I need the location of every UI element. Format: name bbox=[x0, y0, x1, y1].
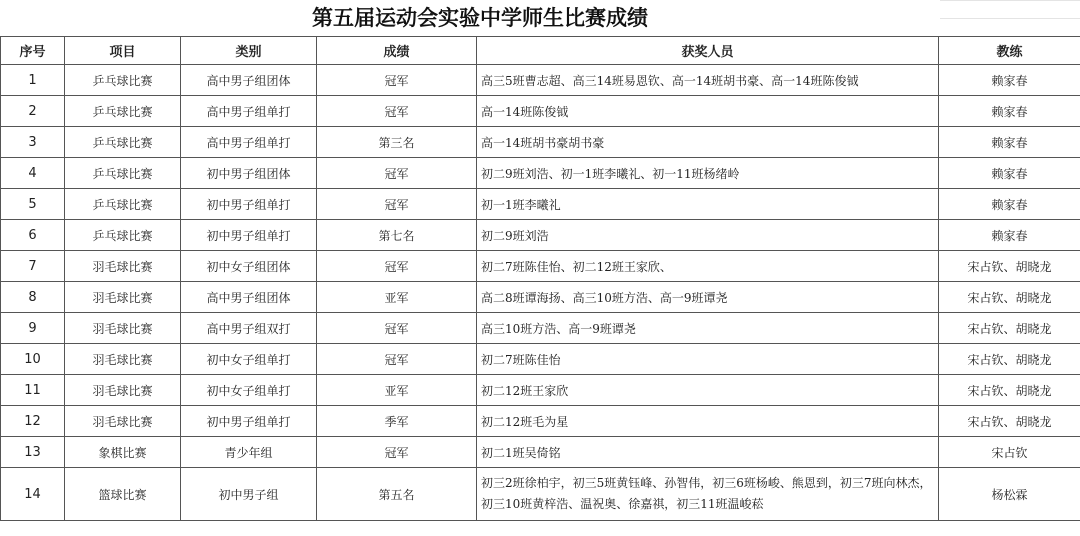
cell-result: 季军 bbox=[317, 406, 477, 437]
cell-event: 乒乓球比赛 bbox=[65, 127, 181, 158]
cell-category: 高中男子组双打 bbox=[181, 313, 317, 344]
cell-event: 羽毛球比赛 bbox=[65, 282, 181, 313]
cell-category: 高中男子组单打 bbox=[181, 127, 317, 158]
table-row bbox=[1, 251, 1080, 282]
cell-no: 8 bbox=[1, 282, 65, 313]
cell-event: 乒乓球比赛 bbox=[65, 220, 181, 251]
cell-no: 10 bbox=[1, 344, 65, 375]
cell-event: 羽毛球比赛 bbox=[65, 375, 181, 406]
cell-result: 亚军 bbox=[317, 375, 477, 406]
table-row bbox=[1, 406, 1080, 437]
cell-category: 初中男子组单打 bbox=[181, 220, 317, 251]
header-winners: 获奖人员 bbox=[477, 37, 939, 65]
header-event: 项目 bbox=[65, 37, 181, 65]
cell-no: 3 bbox=[1, 127, 65, 158]
results-table bbox=[0, 36, 1080, 521]
table-row bbox=[1, 313, 1080, 344]
cell-result: 冠军 bbox=[317, 96, 477, 127]
cell-coach: 赖家春 bbox=[939, 127, 1080, 158]
cell-no: 9 bbox=[1, 313, 65, 344]
table-row bbox=[1, 158, 1080, 189]
cell-winners: 高三10班方浩、高一9班谭尧 bbox=[477, 313, 939, 344]
cell-category: 青少年组 bbox=[181, 437, 317, 468]
table-row bbox=[1, 344, 1080, 375]
cell-result: 第五名 bbox=[317, 468, 477, 521]
page-title: 第五届运动会实验中学师生比赛成绩 bbox=[312, 6, 648, 30]
cell-result: 冠军 bbox=[317, 437, 477, 468]
cell-category: 初中男子组单打 bbox=[181, 406, 317, 437]
sheet-gridlines bbox=[940, 0, 1080, 36]
cell-event: 乒乓球比赛 bbox=[65, 189, 181, 220]
cell-coach: 宋占钦 bbox=[939, 437, 1080, 468]
cell-coach: 赖家春 bbox=[939, 189, 1080, 220]
cell-event: 乒乓球比赛 bbox=[65, 65, 181, 96]
cell-category: 高中男子组团体 bbox=[181, 282, 317, 313]
table-row bbox=[1, 189, 1080, 220]
cell-no: 5 bbox=[1, 189, 65, 220]
cell-category: 高中男子组单打 bbox=[181, 96, 317, 127]
cell-category: 初中女子组单打 bbox=[181, 375, 317, 406]
table-row bbox=[1, 282, 1080, 313]
cell-no: 13 bbox=[1, 437, 65, 468]
cell-coach: 宋占钦、胡晓龙 bbox=[939, 251, 1080, 282]
cell-result: 冠军 bbox=[317, 313, 477, 344]
cell-coach: 宋占钦、胡晓龙 bbox=[939, 406, 1080, 437]
cell-winners: 初二9班刘浩 bbox=[477, 220, 939, 251]
cell-winners: 初二7班陈佳怡、初二12班王家欣、 bbox=[477, 251, 939, 282]
cell-coach: 赖家春 bbox=[939, 65, 1080, 96]
cell-no: 12 bbox=[1, 406, 65, 437]
cell-result: 冠军 bbox=[317, 344, 477, 375]
cell-winners: 初三2班徐柏宇，初三5班黄钰峰、孙智伟，初三6班杨峻、熊恩到，初三7班向林杰，初三10班黄梓浩、温祝奥、徐嘉祺，初三11班温峻菘 bbox=[477, 468, 939, 521]
cell-coach: 宋占钦、胡晓龙 bbox=[939, 375, 1080, 406]
header-coach: 教练 bbox=[939, 37, 1080, 65]
cell-winners: 初二9班刘浩、初一1班李曦礼、初一11班杨绪岭 bbox=[477, 158, 939, 189]
cell-result: 亚军 bbox=[317, 282, 477, 313]
cell-category: 初中男子组单打 bbox=[181, 189, 317, 220]
cell-coach: 宋占钦、胡晓龙 bbox=[939, 282, 1080, 313]
table-row bbox=[1, 220, 1080, 251]
header-category: 类别 bbox=[181, 37, 317, 65]
cell-winners: 高三5班曹志超、高三14班易恩钦、高一14班胡书豪、高一14班陈俊钺 bbox=[477, 65, 939, 96]
cell-category: 初中男子组团体 bbox=[181, 158, 317, 189]
cell-coach: 宋占钦、胡晓龙 bbox=[939, 313, 1080, 344]
cell-no: 14 bbox=[1, 468, 65, 521]
cell-result: 第七名 bbox=[317, 220, 477, 251]
cell-category: 初中女子组单打 bbox=[181, 344, 317, 375]
table-row bbox=[1, 375, 1080, 406]
cell-event: 羽毛球比赛 bbox=[65, 344, 181, 375]
cell-event: 羽毛球比赛 bbox=[65, 313, 181, 344]
cell-no: 1 bbox=[1, 65, 65, 96]
cell-result: 第三名 bbox=[317, 127, 477, 158]
cell-winners: 初二1班吴倚铭 bbox=[477, 437, 939, 468]
cell-winners: 初二12班王家欣 bbox=[477, 375, 939, 406]
cell-event: 乒乓球比赛 bbox=[65, 158, 181, 189]
cell-winners: 初一1班李曦礼 bbox=[477, 189, 939, 220]
cell-event: 乒乓球比赛 bbox=[65, 96, 181, 127]
cell-winners: 高二8班谭海扬、高三10班方浩、高一9班谭尧 bbox=[477, 282, 939, 313]
header-row bbox=[1, 37, 1080, 65]
cell-coach: 宋占钦、胡晓龙 bbox=[939, 344, 1080, 375]
cell-winners: 高一14班陈俊钺 bbox=[477, 96, 939, 127]
cell-no: 2 bbox=[1, 96, 65, 127]
cell-category: 初中男子组 bbox=[181, 468, 317, 521]
cell-event: 篮球比赛 bbox=[65, 468, 181, 521]
cell-winners: 初二7班陈佳怡 bbox=[477, 344, 939, 375]
cell-coach: 赖家春 bbox=[939, 96, 1080, 127]
table-row bbox=[1, 437, 1080, 468]
table-row bbox=[1, 96, 1080, 127]
table-row bbox=[1, 127, 1080, 158]
table-row bbox=[1, 468, 1080, 521]
cell-result: 冠军 bbox=[317, 158, 477, 189]
cell-category: 初中女子组团体 bbox=[181, 251, 317, 282]
cell-result: 冠军 bbox=[317, 65, 477, 96]
header-no: 序号 bbox=[1, 37, 65, 65]
cell-event: 羽毛球比赛 bbox=[65, 251, 181, 282]
cell-no: 7 bbox=[1, 251, 65, 282]
cell-no: 11 bbox=[1, 375, 65, 406]
cell-coach: 赖家春 bbox=[939, 220, 1080, 251]
cell-winners: 高一14班胡书豪胡书豪 bbox=[477, 127, 939, 158]
cell-no: 4 bbox=[1, 158, 65, 189]
cell-category: 高中男子组团体 bbox=[181, 65, 317, 96]
cell-result: 冠军 bbox=[317, 189, 477, 220]
cell-no: 6 bbox=[1, 220, 65, 251]
cell-event: 羽毛球比赛 bbox=[65, 406, 181, 437]
cell-event: 象棋比赛 bbox=[65, 437, 181, 468]
cell-coach: 赖家春 bbox=[939, 158, 1080, 189]
header-result: 成绩 bbox=[317, 37, 477, 65]
table-row bbox=[1, 65, 1080, 96]
cell-result: 冠军 bbox=[317, 251, 477, 282]
cell-coach: 杨松霖 bbox=[939, 468, 1080, 521]
cell-winners: 初二12班毛为星 bbox=[477, 406, 939, 437]
